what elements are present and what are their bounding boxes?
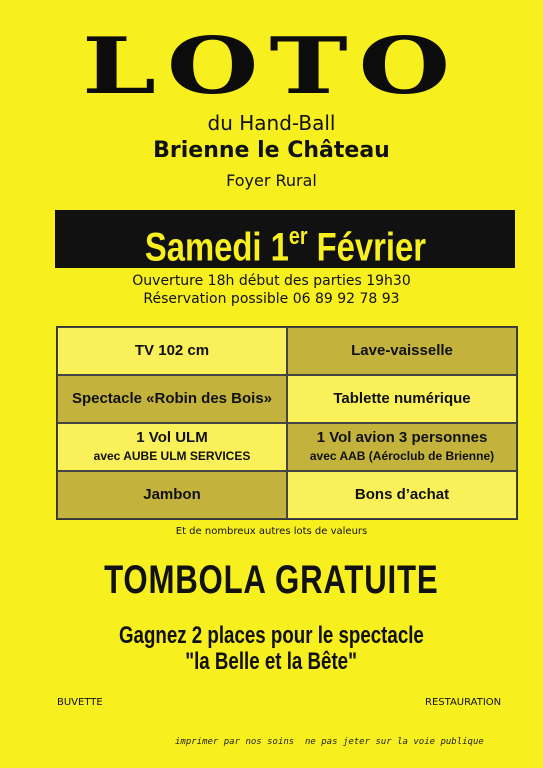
organizer-line1: du Hand-Ball bbox=[207, 111, 336, 135]
print-note: imprimer par nos soins bbox=[175, 737, 295, 747]
poster-title: LOTO bbox=[81, 21, 462, 112]
prize-cell bbox=[57, 471, 287, 519]
litter-note: ne pas jeter sur la voie publique bbox=[305, 737, 484, 747]
restauration-label: RESTAURATION bbox=[425, 697, 502, 708]
date-month: Février bbox=[316, 225, 426, 270]
prize-main: Jambon bbox=[143, 486, 201, 503]
prize-main: Tablette numérique bbox=[333, 390, 471, 407]
prize-main: Spectacle «Robin des Bois» bbox=[71, 390, 273, 407]
prize-main: Lave-vaisselle bbox=[351, 342, 453, 359]
prize-main: TV 102 cm bbox=[134, 342, 210, 359]
prize-cell bbox=[287, 471, 517, 519]
opening-info: Ouverture 18h début des parties 19h30 bbox=[132, 273, 411, 289]
tombola-title-text: TOMBOLA GRATUITE bbox=[104, 558, 439, 602]
organizer-line3: Foyer Rural bbox=[226, 171, 317, 190]
more-lots-note: Et de nombreux autres lots de valeurs bbox=[175, 526, 368, 537]
prizes-grid bbox=[56, 326, 518, 520]
tombola-line1-text: Gagnez 2 places pour le spectacle bbox=[119, 622, 424, 649]
prize-sub: avec AAB (Aéroclub de Brienne) bbox=[309, 449, 495, 463]
date-ordinal: er bbox=[288, 223, 308, 250]
prize-cell bbox=[57, 423, 287, 471]
prize-main: 1 Vol avion 3 personnes bbox=[316, 429, 488, 446]
buvette-label: BUVETTE bbox=[57, 697, 103, 708]
tombola-title bbox=[0, 558, 543, 603]
reservation-info: Réservation possible 06 89 92 78 93 bbox=[143, 291, 400, 307]
tombola-line2 bbox=[0, 648, 543, 676]
prize-cell bbox=[287, 375, 517, 423]
prize-main: 1 Vol ULM bbox=[136, 429, 208, 446]
prize-cell bbox=[287, 423, 517, 471]
prize-main: Bons d’achat bbox=[354, 486, 450, 503]
prize-cell bbox=[57, 327, 287, 375]
date-day: Samedi 1 bbox=[144, 225, 289, 270]
prize-sub: avec AUBE ULM SERVICES bbox=[93, 449, 251, 463]
prize-cell bbox=[57, 375, 287, 423]
tombola-line2-text: "la Belle et la Bête" bbox=[185, 648, 358, 675]
prize-cell bbox=[287, 327, 517, 375]
date-banner bbox=[55, 210, 515, 268]
tombola-line1 bbox=[0, 622, 543, 650]
organizer-line2: Brienne le Château bbox=[153, 138, 390, 163]
